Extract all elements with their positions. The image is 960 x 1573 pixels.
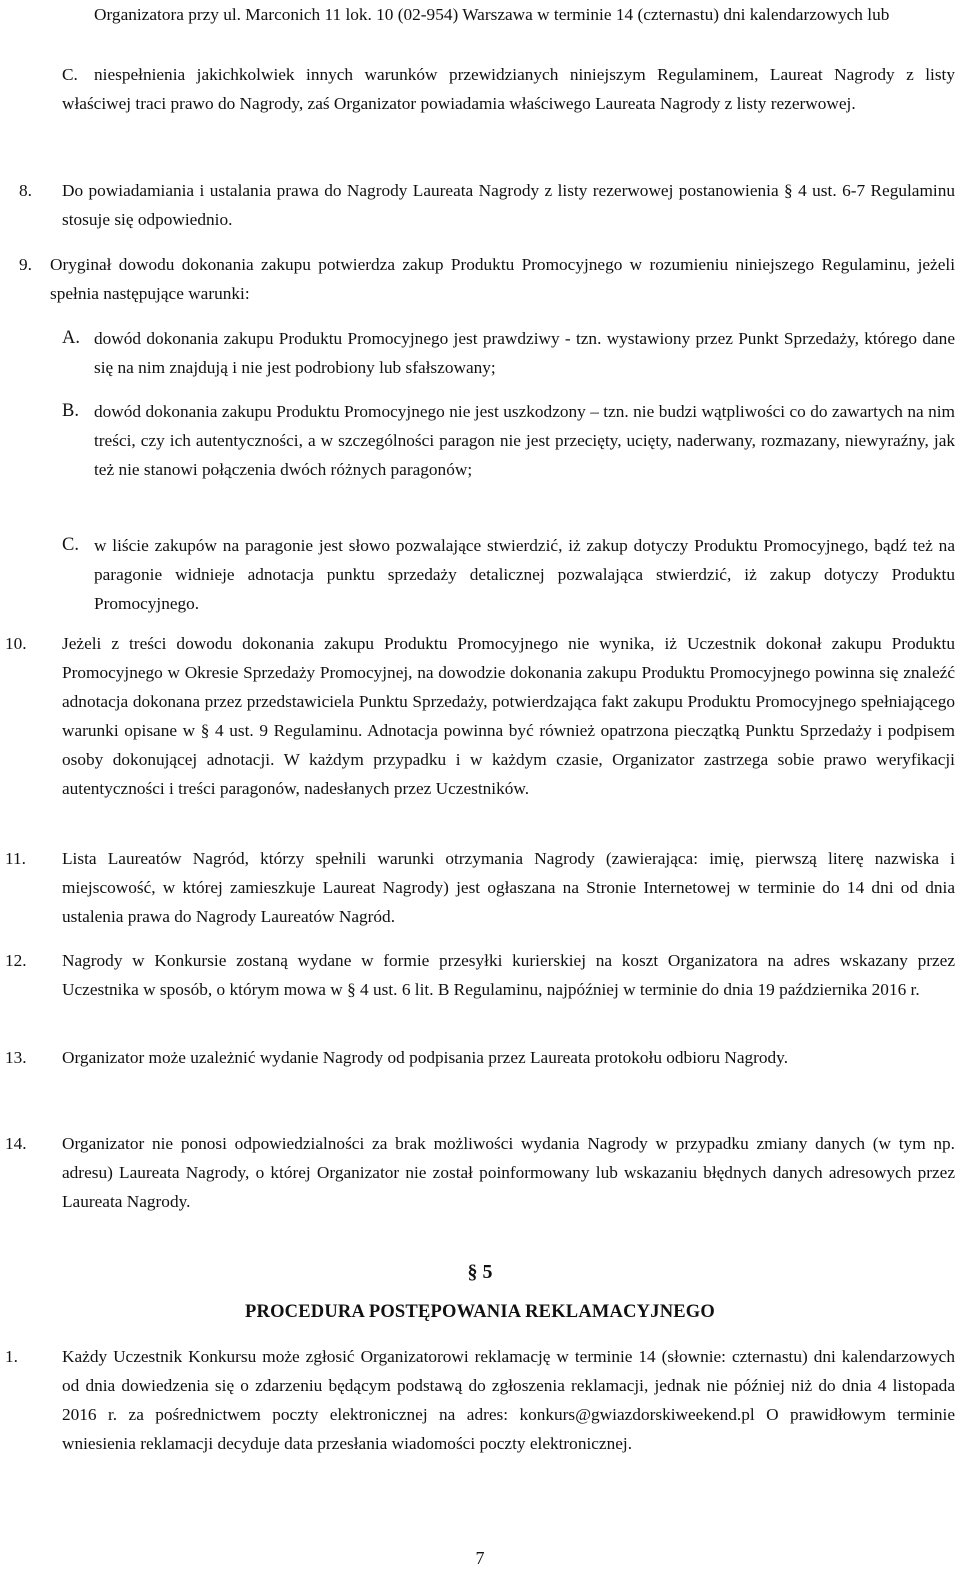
item-text: Nagrody w Konkursie zostaną wydane w formie przesyłki kurierskiej na koszt Organizatora na adres wskazany przez Uczestnika w sposób, o którym mowa w § 4 ust. 6 lit. B Regulaminu, najpóźniej w terminie do dnia 19 października 2016 r. [62, 951, 955, 999]
list-item-text: niespełnienia jakichkolwiek innych warunków przewidzianych niniejszym Regulaminem, Laureat Nagrody z listy właściwej traci prawo do Nagrody, zaś Organizator powiadamia właściwego Laureata Nagrody z listy rezerwowej. [62, 65, 955, 113]
item-text: Jeżeli z treści dowodu dokonania zakupu Produktu Promocyjnego nie wynika, iż Uczestnik dokonał zakupu Produktu Promocyjnego w Okresie Sprzedaży Promocyjnej, na dowodzie dokonania zakupu Produktu Promocyjnego powinna się znaleźć adnotacja dokonana przez przedstawiciela Punktu Sprzedaży, potwierdzająca fakt zakupu Produktu Promocyjnego spełniającego warunki opisane w § 4 ust. 9 Regulaminu. Adnotacja powinna być również opatrzona pieczątką Punktu Sprzedaży i podpisem osoby dokonującej adnotacji. W każdym przypadku i w każdym czasie, Organizator zastrzega sobie prawo weryfikacji autentyczności i treści paragonów, nadesłanych przez Uczestników. [62, 634, 955, 798]
item-text: Lista Laureatów Nagród, którzy spełnili warunki otrzymania Nagrody (zawierająca: imię, pierwszą literę nazwiska i miejscowość, w której zamieszkuje Laureat Nagrody) jest ogłaszana na Stronie Internetowej w terminie do 14 dni od dnia ustalenia prawa do Nagrody Laureatów Nagród. [62, 849, 955, 926]
item-number: 8. [19, 181, 32, 200]
subitem-marker: A. [62, 328, 80, 348]
page-number: 7 [475, 1548, 485, 1568]
section-sign: § 5 [467, 1261, 493, 1283]
item-number: 12. [5, 951, 27, 970]
item-text: Organizator może uzależnić wydanie Nagrody od podpisania przez Laureata protokołu odbioru Nagrody. [62, 1048, 789, 1067]
item-number: 14. [5, 1134, 27, 1153]
subitem-text: dowód dokonania zakupu Produktu Promocyjnego jest prawdziwy - tzn. wystawiony przez Punkt Sprzedaży, którego dane się na nim znajdują i nie jest podrobiony lub sfałszowany; [94, 329, 955, 377]
item-text: Do powiadamiania i ustalania prawa do Nagrody Laureata Nagrody z listy rezerwowej postanowienia § 4 ust. 6-7 Regulaminu stosuje się odpowiednio. [62, 181, 955, 229]
item-text: Oryginał dowodu dokonania zakupu potwierdza zakup Produktu Promocyjnego w rozumieniu niniejszego Regulaminu, jeżeli spełnia następujące warunki: [50, 255, 955, 303]
subitem-marker: C. [62, 535, 79, 555]
item-number: 13. [5, 1048, 27, 1067]
subitem-text: dowód dokonania zakupu Produktu Promocyjnego nie jest uszkodzony – tzn. nie budzi wątpliwości co do zawartych na nim treści, czy ich autentyczności, a w szczególności paragon nie jest przecięty, ucięty, naderwany, rozmazany, niewyraźny, jak też nie stanowi połączenia dwóch różnych paragonów; [94, 402, 955, 479]
item-number: 11. [5, 849, 26, 868]
item-text: Każdy Uczestnik Konkursu może zgłosić Organizatorowi reklamację w terminie 14 (słownie: czternastu) dni kalendarzowych od dnia dowiedzenia się o zdarzeniu będącym podstawą do zgłoszenia reklamacji, jednak nie później niż do dnia 4 listopada 2016 r. za pośrednictwem poczty elektronicznej na adres: konkurs@gwiazdorskiweekend.pl O prawidłowym terminie wniesienia reklamacji decyduje data przesłania wiadomości poczty elektronicznej. [62, 1347, 955, 1453]
list-marker: C. [62, 65, 78, 84]
section-title: PROCEDURA POSTĘPOWANIA REKLAMACYJNEGO [245, 1302, 715, 1322]
item-text: Organizator nie ponosi odpowiedzialności za brak możliwości wydania Nagrody w przypadku zmiany danych (w tym np. adresu) Laureata Nagrody, o której Organizator nie został poinformowany lub wskazaniu błędnych danych adresowych przez Laureata Nagrody. [62, 1134, 955, 1211]
continuation-text: Organizatora przy ul. Marconich 11 lok. 10 (02-954) Warszawa w terminie 14 (czternastu) dni kalendarzowych lub [94, 5, 890, 24]
item-number: 1. [5, 1347, 18, 1366]
item-number: 9. [19, 255, 32, 274]
item-number: 10. [5, 634, 27, 653]
subitem-marker: B. [62, 401, 79, 421]
subitem-text: w liście zakupów na paragonie jest słowo pozwalające stwierdzić, iż zakup dotyczy Produktu Promocyjnego, bądź też na paragonie widnieje adnotacja punktu sprzedaży detalicznej pozwalająca stwierdzić, iż zakup dotyczy Produktu Promocyjnego. [94, 536, 955, 613]
